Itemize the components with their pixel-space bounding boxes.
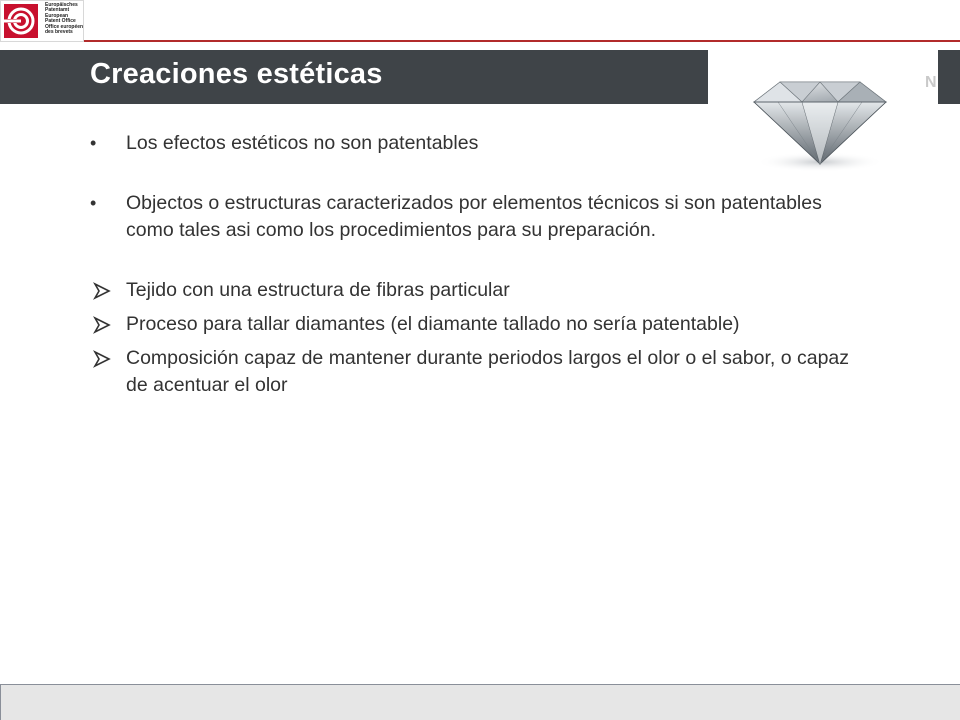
logo-line: des brevets — [45, 29, 73, 36]
bullet-text: Los efectos estéticos no son patentables — [126, 132, 479, 154]
bullet-text: Objectos o estructuras caracterizados por elementos técnicos si son patentables como tales asi como los procedimientos para su preparación. — [126, 192, 822, 241]
bullet-item — [90, 130, 860, 157]
arrow-bullet-icon — [90, 350, 114, 368]
epo-logo-icon — [4, 4, 38, 38]
arrow-item — [90, 277, 860, 304]
logo-line: European — [45, 12, 69, 19]
logo-line: Office européen — [45, 23, 84, 30]
logo-line: Patentamt — [45, 7, 70, 14]
arrow-bullet-icon — [90, 316, 114, 334]
footer-band — [0, 684, 960, 720]
logo-line: Patent Office — [45, 18, 76, 25]
slide-title: Creaciones estéticas — [90, 58, 383, 90]
epo-logo — [0, 0, 84, 42]
arrow-item — [90, 311, 860, 338]
arrow-item-text: Proceso para tallar diamantes (el diamante tallado no sería patentable) — [126, 313, 740, 335]
bullet-marker: • — [90, 133, 97, 153]
logo-text — [45, 3, 85, 35]
header-red-rule — [84, 40, 960, 42]
arrow-item — [90, 345, 860, 399]
bullet-item — [90, 190, 860, 244]
title-bar-right-block — [938, 50, 960, 104]
partial-header-glyph: N — [925, 74, 937, 91]
arrow-item-text: Tejido con una estructura de fibras particular — [126, 279, 510, 301]
slide-content — [90, 130, 860, 399]
logo-line: Europäisches — [45, 2, 78, 8]
arrow-item-text: Composición capaz de mantener durante periodos largos el olor o el sabor, o capaz de acentuar el olor — [126, 347, 850, 396]
bullet-marker: • — [90, 193, 97, 213]
arrow-bullet-icon — [90, 282, 114, 300]
